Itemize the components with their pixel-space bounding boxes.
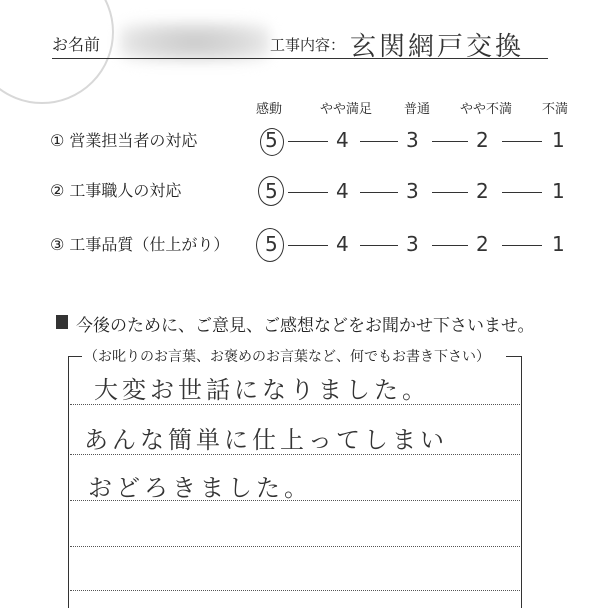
q1-value-2: 2 [476,128,489,152]
q3-value-1: 1 [552,232,565,256]
comments-subheading: （お叱りのお言葉、お褒めのお言葉など、何でもお書き下さい） [84,349,490,365]
q1-value-4: 4 [336,128,349,152]
scale-header-1: 不満 [542,102,569,117]
q1-value-5: 5 [265,128,278,152]
q2-value-5: 5 [265,179,278,203]
ruled-line [70,546,520,547]
question-3-label: ③ 工事品質（仕上がり） [50,235,230,254]
q2-dash [432,192,468,193]
work-label: 工事内容： [270,36,346,54]
q1-dash [288,141,328,142]
section-mark [56,315,68,329]
q2-dash [288,192,328,193]
comment-line-1: 大変お世話になりました。 [94,376,430,404]
q3-dash [432,245,468,246]
name-redaction-blur [120,22,270,62]
q3-dash [360,245,398,246]
scale-header-3: 普通 [404,102,431,117]
ruled-line [70,590,520,591]
comment-line-3: おどろきました。 [88,474,312,502]
comments-heading: 今後のために、ご意見、ご感想などをお聞かせ下さいませ。 [76,316,535,336]
q2-value-4: 4 [336,179,349,203]
box-top-right [506,356,522,357]
question-1-label: ① 営業担当者の対応 [50,131,198,150]
q3-value-2: 2 [476,232,489,256]
q3-value-5: 5 [265,232,278,256]
name-label: お名前 [52,35,101,54]
q2-value-1: 1 [552,179,565,203]
scale-header-2: やや不満 [460,102,513,117]
scale-header-4: やや満足 [320,102,373,117]
q3-dash [288,245,328,246]
q1-dash [432,141,468,142]
work-value: 玄関網戸交換 [350,32,525,62]
q1-value-1: 1 [552,128,565,152]
q2-value-2: 2 [476,179,489,203]
q2-value-3: 3 [406,179,419,203]
q3-value-3: 3 [406,232,419,256]
q1-dash [502,141,542,142]
box-top-left [68,356,82,357]
q1-dash [360,141,398,142]
question-2-label: ② 工事職人の対応 [50,181,182,200]
q2-dash [360,192,398,193]
header-underline [52,58,548,59]
comment-line-2: あんな簡単に仕上ってしまい [84,426,448,454]
q2-dash [502,192,542,193]
q3-value-4: 4 [336,232,349,256]
q1-value-3: 3 [406,128,419,152]
scale-header-5: 感動 [256,102,283,117]
q3-dash [502,245,542,246]
